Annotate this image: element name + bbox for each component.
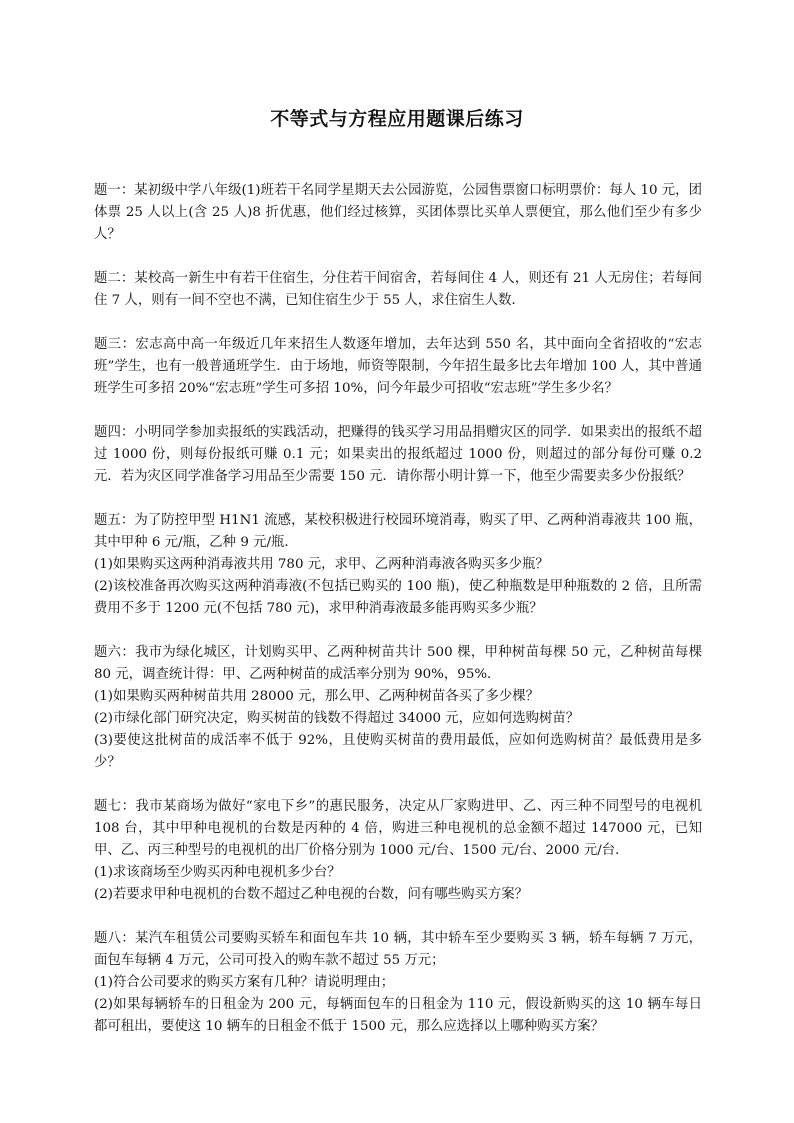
problem-8-part-2: (2)如果每辆轿车的日租金为 200 元，每辆面包车的日租金为 110 元，假设新购买的这 10 辆车每日都可租出，要使这 10 辆车的日租金不低于 1500 元，那么应选择以上哪种购买方案？ <box>94 997 702 1034</box>
problem-1 <box>94 180 702 246</box>
problem-1-text: 题一：某初级中学八年级(1)班若干名同学星期天去公园游览，公园售票窗口标明票价：每人 10 元，团体票 25 人以上(含 25 人)8 折优惠，他们经过核算，买团体票比买单人票便宜，那么他们至少有多少人？ <box>94 183 702 242</box>
problem-3-text: 题三：宏志高中高一年级近几年来招生人数逐年增加，去年达到 550 名，其中面向全省招收的“宏志班”学生，也有一般普通班学生．由于场地，师资等限制，今年招生最多比去年增加 100 人，其中普通班学生可多招 20%“宏志班”学生可多招 10%，问今年最少可招收“宏志班”学生多少名？ <box>94 337 702 396</box>
problem-5-part-1: (1)如果购买这两种消毒液共用 780 元，求甲、乙两种消毒液各购买多少瓶？ <box>94 557 549 572</box>
problem-2 <box>94 268 702 312</box>
problem-6-part-1: (1)如果购买两种树苗共用 28000 元，那么甲、乙两种树苗各买了多少棵？ <box>94 689 540 704</box>
problem-7-part-1: (1)求该商场至少购买丙种电视机多少台？ <box>94 865 341 880</box>
problem-6 <box>94 642 702 774</box>
problem-8-part-1: (1)符合公司要求的购买方案有几种？请说明理由； <box>94 975 395 990</box>
problem-8-stem: 题八：某汽车租赁公司要购买轿车和面包车共 10 辆，其中轿车至少要购买 3 辆，轿车每辆 7 万元，面包车每辆 4 万元，公司可投入的购车款不超过 55 万元； <box>94 931 702 968</box>
problem-2-text: 题二：某校高一新生中有若干住宿生，分住若干间宿舍，若每间住 4 人，则还有 21 人无房住；若每间住 7 人，则有一间不空也不满，已知住宿生少于 55 人，求住宿生人数． <box>94 271 702 308</box>
problem-5-stem: 题五：为了防控甲型 H1N1 流感，某校积极进行校园环境消毒，购买了甲、乙两种消毒液共 100 瓶，其中甲种 6 元/瓶，乙种 9 元/瓶． <box>94 513 702 550</box>
problem-6-stem: 题六：我市为绿化城区，计划购买甲、乙两种树苗共计 500 棵，甲种树苗每棵 50 元，乙种树苗每棵 80 元，调查统计得：甲、乙两种树苗的成活率分别为 90%，95%． <box>94 645 702 682</box>
problem-5 <box>94 510 702 620</box>
problem-4-text: 题四：小明同学参加卖报纸的实践活动，把赚得的钱买学习用品捐赠灾区的同学．如果卖出的报纸不超过 1000 份，则每份报纸可赚 0.1 元；如果卖出的报纸超过 1000 份，则超过的部分每份可赚 0.2 元．若为灾区同学准备学习用品至少需要 150 元．请你帮小明计算一下，他至少需要卖多少份报纸？ <box>94 425 702 484</box>
problem-7-stem: 题七：我市某商场为做好“家电下乡”的惠民服务，决定从厂家购进甲、乙、丙三种不同型号的电视机 108 台，其中甲种电视机的台数是丙种的 4 倍，购进三种电视机的总金额不超过 147000 元，已知甲、乙、丙三种型号的电视机的出厂价格分别为 1000 元/台、1500 元/台、2000 元/台． <box>94 799 702 858</box>
problem-7 <box>94 796 702 906</box>
problem-3 <box>94 334 702 400</box>
problem-5-part-2: (2)该校准备再次购买这两种消毒液(不包括已购买的 100 瓶)，使乙种瓶数是甲种瓶数的 2 倍，且所需费用不多于 1200 元(不包括 780 元)，求甲种消毒液最多能再购买多少瓶？ <box>94 579 702 616</box>
problem-6-part-3: (3)要使这批树苗的成活率不低于 92%，且使购买树苗的费用最低，应如何选购树苗？最低费用是多少？ <box>94 733 702 770</box>
document-body <box>94 180 702 1060</box>
problem-4 <box>94 422 702 488</box>
problem-6-part-2: (2)市绿化部门研究决定，购买树苗的钱数不得超过 34000 元，应如何选购树苗？ <box>94 711 580 726</box>
document-title: 不等式与方程应用题课后练习 <box>270 108 524 130</box>
problem-8 <box>94 928 702 1038</box>
problem-7-part-2: (2)若要求甲种电视机的台数不超过乙种电视的台数，问有哪些购买方案？ <box>94 887 529 902</box>
